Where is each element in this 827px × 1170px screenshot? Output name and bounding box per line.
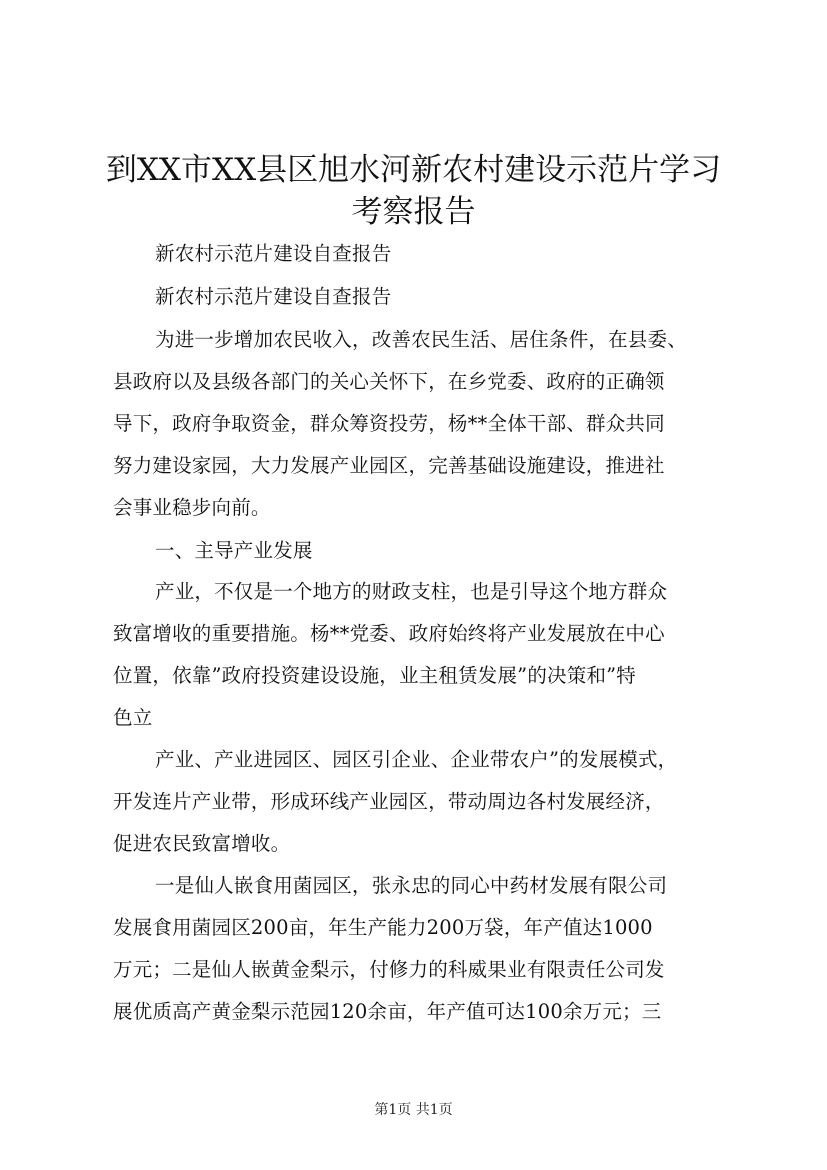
- document-title-line-2: 考察报告: [351, 194, 476, 230]
- text-line-10: 致富增收的重要措施。杨**党委、政府始终将产业发展放在中心: [113, 622, 665, 645]
- document-title-line-1: 到XX市XX县区旭水河新农村建设示范片学习: [105, 152, 722, 188]
- section-heading: 一、主导产业发展: [155, 539, 313, 562]
- text-line-4: 县政府以及县级各部门的关心关怀下，在乡党委、政府的正确领: [113, 370, 665, 393]
- text-line-18: 万元；二是仙人嵌黄金梨示，付修力的科威果业有限责任公司发: [113, 958, 665, 981]
- text-line-9: 产业，不仅是一个地方的财政支柱，也是引导这个地方群众: [155, 580, 668, 603]
- text-line-3: 为进一步增加农民收入，改善农民生活、居住条件，在县委、: [155, 328, 687, 351]
- text-line-17: 发展食用菌园区200亩，年生产能力200万袋，年产值达1000: [113, 916, 653, 939]
- text-line-14: 开发连片产业带，形成环线产业园区，带动周边各村发展经济，: [113, 790, 665, 813]
- text-line-6: 努力建设家园，大力发展产业园区，完善基础设施建设，推进社: [113, 454, 665, 477]
- text-line-2: 新农村示范片建设自查报告: [155, 285, 392, 308]
- text-line-5: 导下，政府争取资金，群众筹资投劳，杨**全体干部、群众共同: [113, 412, 665, 435]
- text-line-16: 一是仙人嵌食用菌园区，张永忠的同心中药材发展有限公司: [155, 874, 668, 897]
- page-footer: 第1页 共1页: [374, 1102, 453, 1118]
- text-line-1: 新农村示范片建设自查报告: [155, 242, 392, 265]
- text-line-19: 展优质高产黄金梨示范园120余亩，年产值可达100余万元；三: [113, 1000, 662, 1023]
- text-line-7: 会事业稳步向前。: [113, 496, 271, 519]
- text-line-15: 促进农民致富增收。: [113, 832, 291, 855]
- text-line-11: 位置，依靠”政府投资建设设施，业主租赁发展”的决策和”特: [113, 664, 637, 687]
- text-line-13: 产业、产业进园区、园区引企业、企业带农户”的发展模式，: [155, 748, 678, 771]
- text-line-12: 色立: [113, 706, 153, 729]
